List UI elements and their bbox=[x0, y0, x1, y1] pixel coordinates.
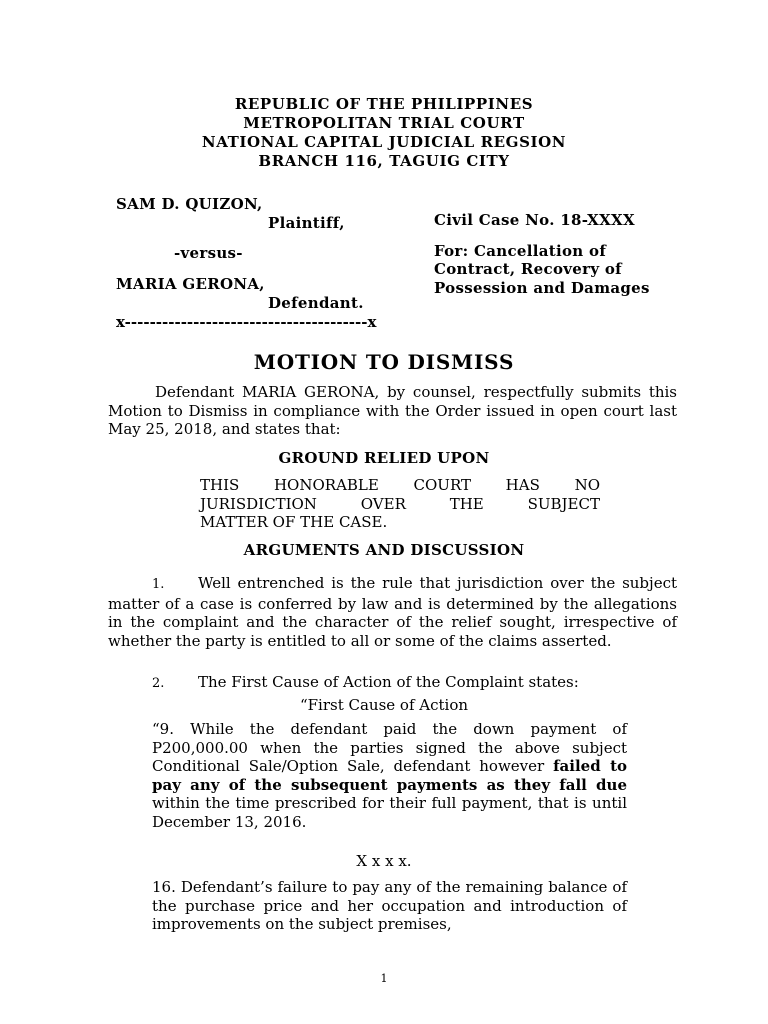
court-header bbox=[0, 95, 768, 171]
ground-line-3: MATTER OF THE CASE. bbox=[200, 513, 388, 531]
argument-2-text: The First Cause of Action of the Complaint states: bbox=[198, 673, 579, 691]
plaintiff-label: Plaintiff, bbox=[268, 214, 345, 232]
header-court: METROPOLITAN TRIAL COURT bbox=[243, 114, 525, 132]
quote-9-text-end: within the time prescribed for their full payment, that is until December 13, 2016. bbox=[152, 794, 627, 831]
quote-ellipsis: X x x x. bbox=[356, 852, 412, 870]
quote-heading: “First Cause of Action bbox=[299, 696, 469, 714]
plaintiff-name: SAM D. QUIZON, bbox=[116, 195, 263, 213]
case-nature-line3: Possession and Damages bbox=[434, 278, 650, 297]
arguments-heading: ARGUMENTS AND DISCUSSION bbox=[243, 541, 525, 559]
ground-text bbox=[200, 476, 600, 532]
argument-2-number: 2. bbox=[152, 676, 165, 691]
argument-paragraph-2 bbox=[108, 673, 677, 694]
caption-case-info bbox=[434, 211, 674, 297]
header-region: NATIONAL CAPITAL JUDICIAL REGSION bbox=[201, 133, 567, 151]
caption-parties bbox=[116, 195, 406, 332]
case-nature-line2: Contract, Recovery of bbox=[434, 260, 622, 278]
argument-1-number: 1. bbox=[152, 577, 165, 592]
quote-9-bold-text: failed to pay any of the subsequent payments as they fall due bbox=[152, 757, 628, 794]
case-nature-line1: For: Cancellation of bbox=[434, 241, 607, 260]
header-republic: REPUBLIC OF THE PHILIPPINES bbox=[234, 95, 534, 113]
caption-separator: x---------------------------------------x bbox=[116, 313, 377, 331]
document-title: MOTION TO DISMISS bbox=[253, 350, 515, 374]
page-number: 1 bbox=[380, 972, 388, 985]
defendant-label: Defendant. bbox=[268, 294, 364, 312]
ground-line-1: THIS HONORABLE COURT HAS NO bbox=[200, 476, 600, 494]
defendant-name: MARIA GERONA, bbox=[116, 275, 265, 293]
argument-paragraph-1 bbox=[108, 574, 677, 650]
quote-9-text-start: “9. While the defendant paid the down payment of P200,000.00 when the parties signed the above subject Conditional Sale/Option Sale, defendant however bbox=[152, 720, 627, 775]
versus-label: -versus- bbox=[174, 244, 243, 262]
quoted-paragraph-9 bbox=[152, 720, 627, 831]
header-branch: BRANCH 116, TAGUIG CITY bbox=[258, 152, 510, 170]
ground-line-2: JURISDICTION OVER THE SUBJECT bbox=[200, 494, 600, 513]
intro-paragraph: Defendant MARIA GERONA, by counsel, respectfully submits this Motion to Dismiss in compliance with the Order issued in open court last May 25, 2018, and states that: bbox=[108, 383, 677, 438]
argument-1-text: Well entrenched is the rule that jurisdiction over the subject matter of a case is conferred by law and is determined by the allegations in the complaint and the character of the relief sought, irrespective of whether the party is entitled to all or some of the claims asserted. bbox=[108, 574, 677, 650]
ground-heading: GROUND RELIED UPON bbox=[278, 449, 490, 467]
case-number: Civil Case No. 18-XXXX bbox=[434, 211, 635, 229]
quoted-paragraph-16: 16. Defendant’s failure to pay any of the remaining balance of the purchase price and her occupation and introduction of improvements on the subject premises, bbox=[152, 878, 627, 933]
